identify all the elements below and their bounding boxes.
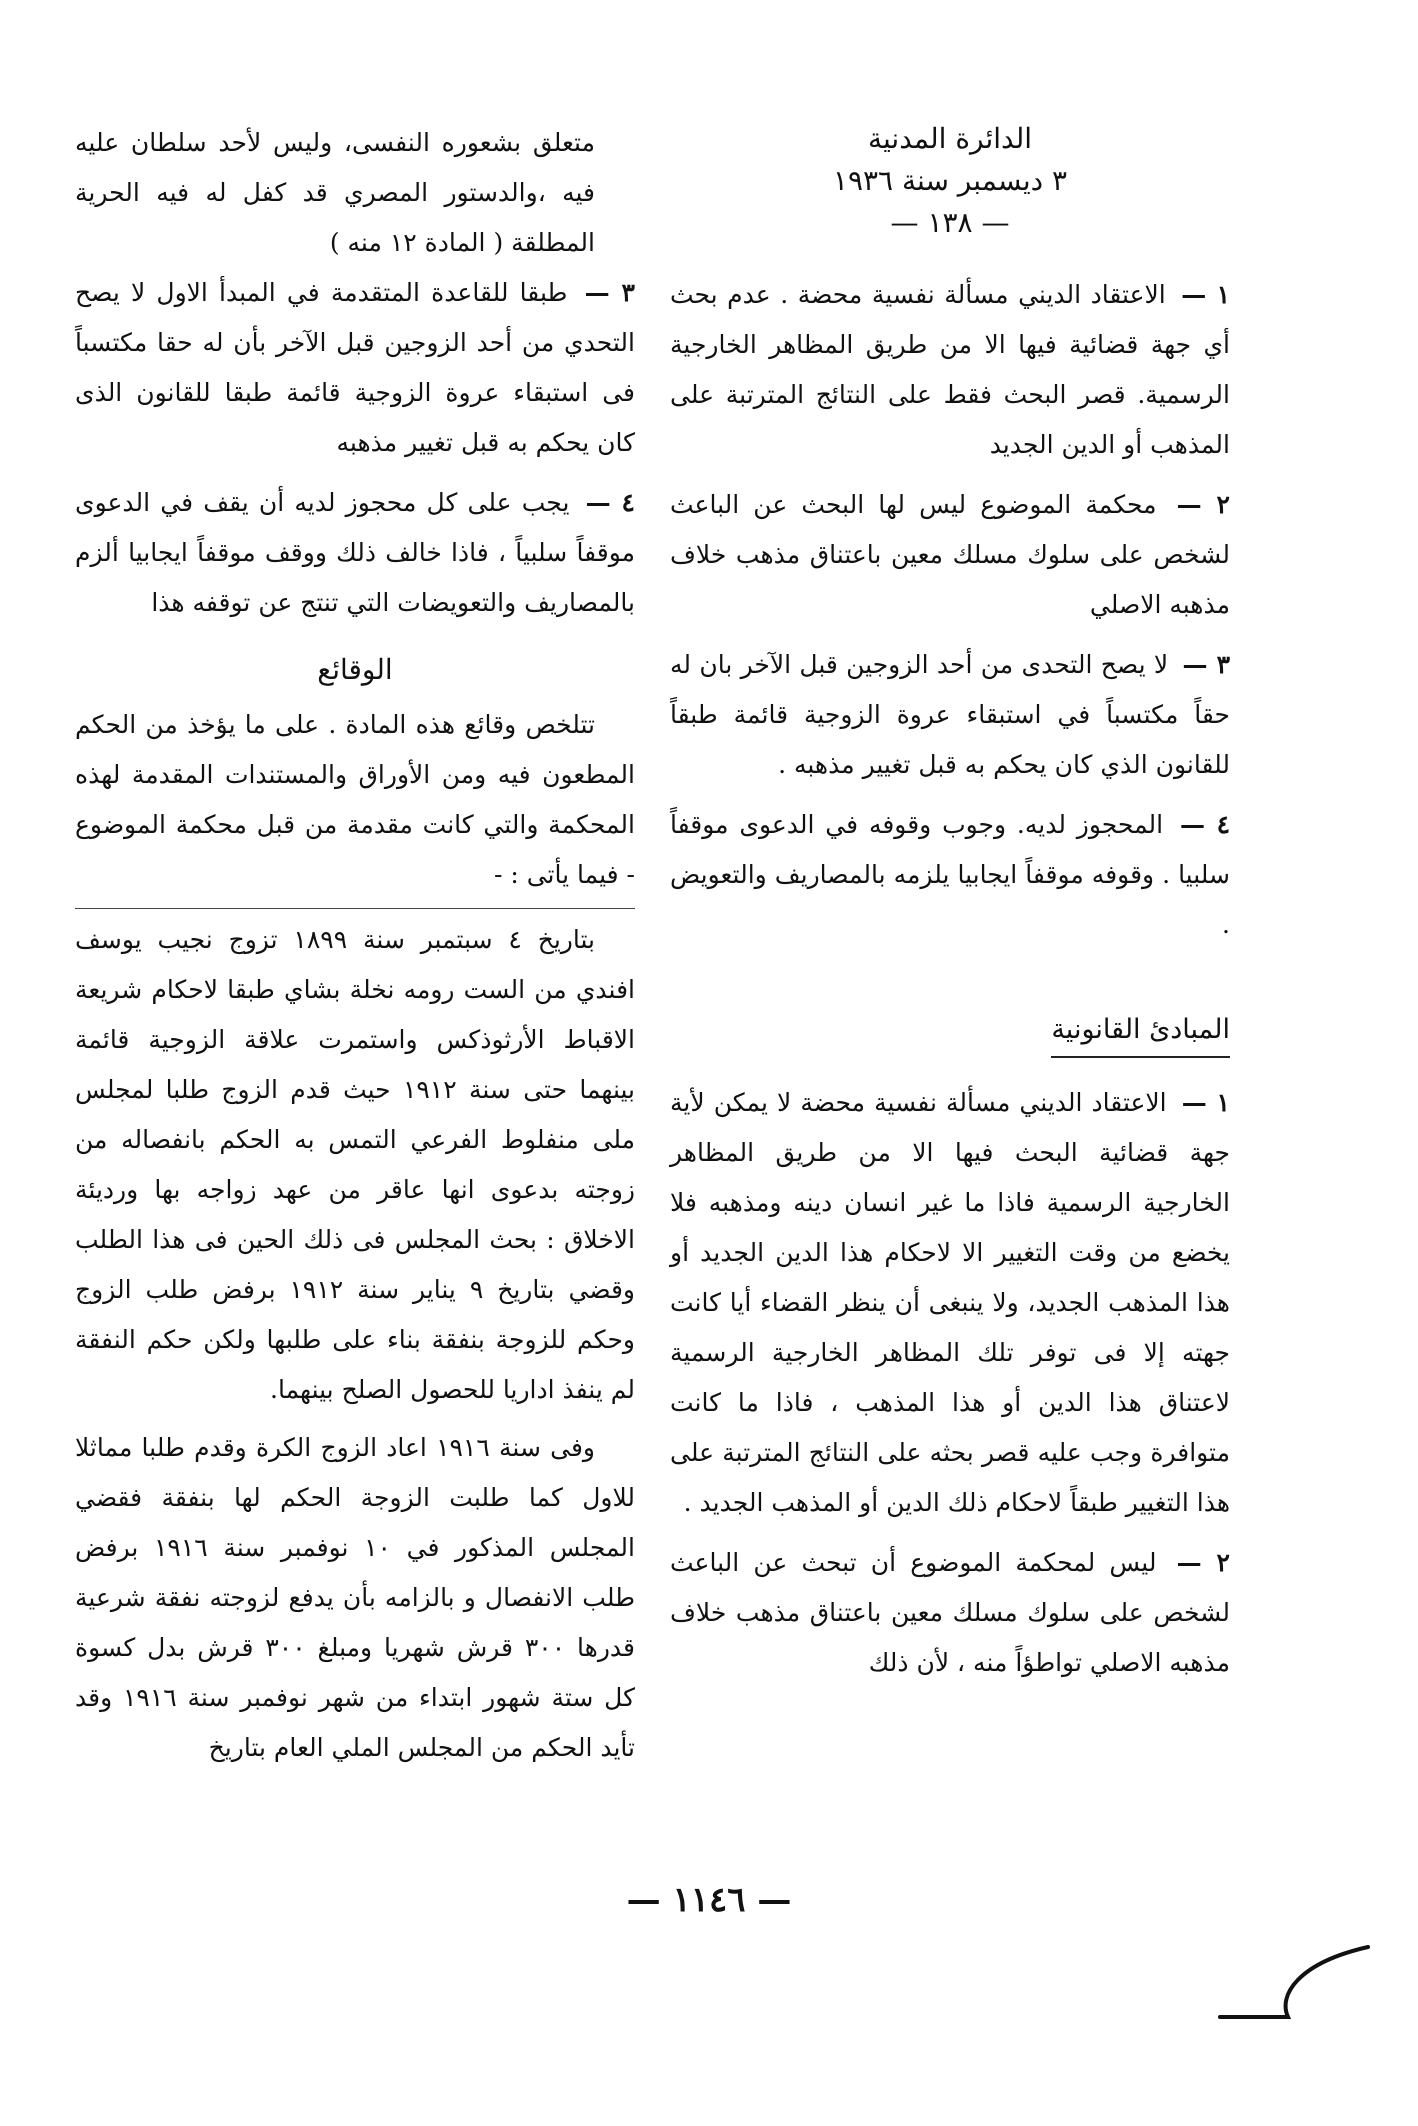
case-number: — ١٣٨ — <box>890 206 1010 239</box>
item-text: طبقا للقاعدة المتقدمة في المبدأ الاول لا يصح التحدي من أحد الزوجين قبل الآخر بأن له حقا مكتسباً فى استبقاء عروة الزوجية قائمة طبقا للقانون الذى كان يحكم به قبل تغيير مذهبه <box>75 278 635 457</box>
page-number: — ١١٤٦ — <box>626 1880 792 1920</box>
case-header <box>670 118 1230 244</box>
item-number: ٤ — <box>585 488 635 517</box>
facts-paragraph: وفى سنة ١٩١٦ اعاد الزوج الكرة وقدم طلبا مماثلا للاول كما طلبت الزوجة الحكم لها بنفقة فقضي المجلس المذكور في ١٠ نوفمبر سنة ١٩١٦ برفض طلب الانفصال و بالزامه بأن يدفع لزوجته نفقة شرعية قدرها ٣٠٠ قرش شهريا ومبلغ ٣٠٠ قرش بدل كسوة كل ستة شهور ابتداء من شهر نوفمبر سنة ١٩١٦ وقد تأيد الحكم من المجلس الملي العام بتاريخ <box>75 1433 636 1762</box>
continued-text: متعلق بشعوره النفسى، وليس لأحد سلطان عليه فيه ،والدستور المصري قد كفل له فيه الحرية المطلقة ( المادة ١٢ منه ) <box>75 128 595 257</box>
summary-item <box>670 480 1230 630</box>
item-text: الاعتقاد الديني مسألة نفسية محضة . عدم بحث أي جهة قضائية فيها الا من طريق المظاهر الخارجية الرسمية. قصر البحث فقط على النتائج المترتبة على المذهب أو الدين الجديد <box>670 280 1230 459</box>
principles-heading: المبادئ القانونية <box>1051 1008 1230 1058</box>
summary-item <box>670 640 1230 790</box>
item-text: ليس لمحكمة الموضوع أن تبحث عن الباعث لشخص على سلوك مسلك معين باعتناق مذهب خلاف مذهبه الاصلي تواطؤاً منه ، لأن ذلك <box>670 1548 1230 1677</box>
item-number: ٣ — <box>584 278 635 307</box>
item-number: ٢ — <box>1176 490 1230 519</box>
principle-item <box>670 1538 1230 1688</box>
item-number: ١ — <box>1181 280 1230 309</box>
summary-item <box>670 270 1230 470</box>
summary-item <box>670 800 1230 950</box>
item-number: ١ — <box>1181 1088 1230 1117</box>
corner-pen-mark <box>1218 1935 1378 2025</box>
divider <box>75 908 635 909</box>
right-column <box>670 118 1230 1698</box>
item-number: ٣ — <box>1182 650 1230 679</box>
facts-paragraph: بتاريخ ٤ سبتمبر سنة ١٨٩٩ تزوج نجيب يوسف افندي من الست رومه نخلة بشاي طبقا لاحكام شريعة الاقباط الأرثوذكس واستمرت علاقة الزوجية قائمة بينهما حتى سنة ١٩١٢ حيث قدم الزوج طلبا لمجلس ملى منفلوط الفرعي التمس به الحكم بانفصاله من زوجته بدعوى انها عاقر من عهد زواجه بها ورديئة الاخلاق : بحث المجلس فى ذلك الحين فى هذا الطلب وقضي بتاريخ ٩ يناير سنة ١٩١٢ برفض طلب الزوج وحكم للزوجة بنفقة بناء على طلبها ولكن حكم النفقة لم ينفذ اداريا للحصول الصلح بينهما. <box>75 925 635 1404</box>
item-text: لا يصح التحدى من أحد الزوجين قبل الآخر بان له حقاً مكتسباً في استبقاء عروة الزوجية قائمة طبقاً للقانون الذي كان يحكم به قبل تغيير مذهبه . <box>670 650 1230 779</box>
judgment-date: ٣ ديسمبر سنة ١٩٣٦ <box>832 164 1068 197</box>
chamber-name: الدائرة المدنية <box>867 122 1033 155</box>
item-number: ٢ — <box>1176 1548 1230 1577</box>
facts-paragraph: تتلخص وقائع هذه المادة . على ما يؤخذ من الحكم المطعون فيه ومن الأوراق والمستندات المقدمة لهذه المحكمة والتي كانت مقدمة من قبل محكمة الموضوع - فيما يأتى : - <box>75 710 635 889</box>
item-text: الاعتقاد الديني مسألة نفسية محضة لا يمكن لأية جهة قضائية البحث فيها الا من طريق المظاهر الخارجية الرسمية فاذا ما غير انسان دينه ومذهبه فلا يخضع من وقت التغيير الا لاحكام هذا الدين الجديد أو هذا المذهب الجديد، ولا ينبغى أن ينظر القضاء أيا كانت جهته إلا فى توفر تلك المظاهر الخارجية الرسمية لاعتناق هذا الدين أو هذا المذهب ، فاذا ما كانت متوافرة وجب عليه قصر بحثه على النتائج المترتبة على هذا التغيير طبقاً لاحكام ذلك الدين أو المذهب الجديد . <box>670 1088 1230 1517</box>
facts-heading: الوقائع <box>317 653 393 686</box>
item-text: يجب على كل محجوز لديه أن يقف في الدعوى موقفاً سلبياً ، فاذا خالف ذلك ووقف موقفاً ايجابيا ألزم بالمصاريف والتعويضات التي تنتج عن توقفه هذا <box>75 488 635 617</box>
left-column <box>75 118 635 1781</box>
item-text: محكمة الموضوع ليس لها البحث عن الباعث لشخص على سلوك مسلك معين باعتناق مذهب خلاف مذهبه الاصلي <box>670 490 1230 619</box>
item-text: المحجوز لديه. وجوب وقوفه في الدعوى موقفاً سلبيا . وقوفه موقفاً ايجابيا يلزمه بالمصاريف والتعويض . <box>670 810 1230 939</box>
item-number: ٤ — <box>1179 810 1230 839</box>
principle-item <box>75 478 635 628</box>
principle-item <box>670 1078 1230 1528</box>
principle-item <box>75 268 635 468</box>
principles-section <box>670 1078 1230 1688</box>
